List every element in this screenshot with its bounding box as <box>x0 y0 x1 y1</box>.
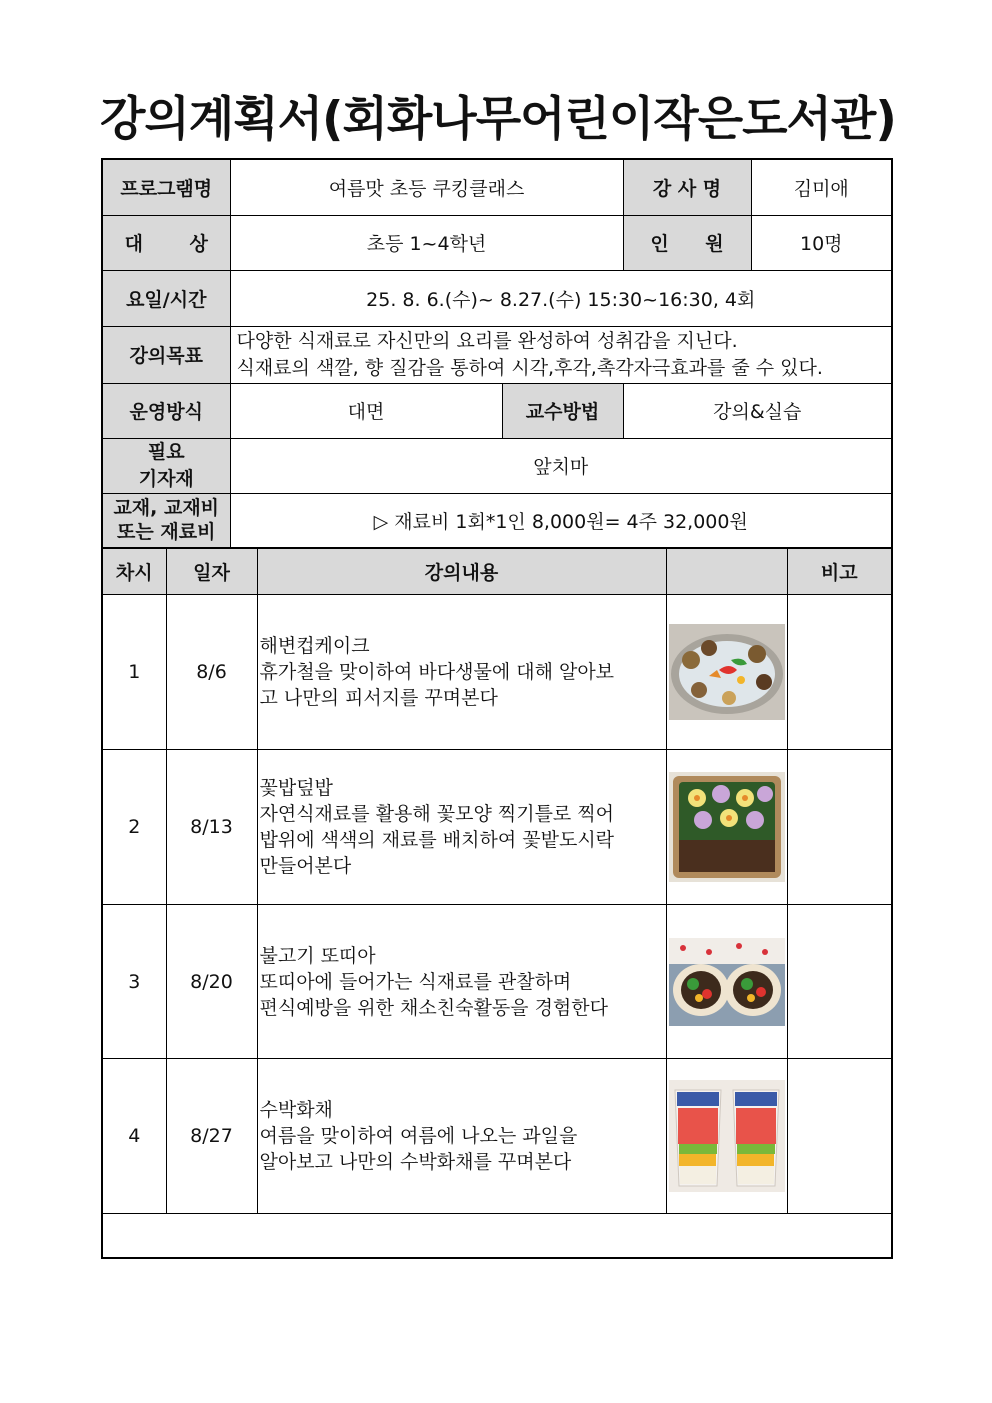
material-label <box>102 493 230 548</box>
header-image <box>666 549 787 595</box>
session-date: 8/27 <box>166 1059 257 1214</box>
program-value: 여름맛 초등 쿠킹클래스 <box>230 159 623 215</box>
session-note <box>787 905 892 1059</box>
session-note <box>787 750 892 905</box>
session-photo-cell <box>666 1059 787 1214</box>
table-row <box>102 595 892 750</box>
watermelon-punch-photo <box>669 1080 785 1192</box>
session-photo-cell <box>666 595 787 750</box>
instructor-value: 김미애 <box>751 159 892 215</box>
session-note <box>787 1059 892 1214</box>
header-content: 강의내용 <box>257 549 666 595</box>
material-value: ▷ 재료비 1회*1인 8,000원= 4주 32,000원 <box>230 493 892 548</box>
program-label: 프로그램명 <box>102 159 230 215</box>
material-label-line: 또는 재료비 <box>117 521 216 544</box>
teaching-value: 강의&실습 <box>623 383 892 438</box>
schedule-value: 25. 8. 6.(수)~ 8.27.(수) 15:30~16:30, 4회 <box>230 270 892 326</box>
content-title: 해변컵케이크 <box>259 635 370 657</box>
equipment-label-line: 기자재 <box>138 467 194 490</box>
content-title: 불고기 또띠아 <box>259 944 376 967</box>
goal-line: 식재료의 색깔, 향 질감을 통하여 시각,후각,촉각자극효과를 줄 수 있다. <box>236 356 823 379</box>
session-photo-cell <box>666 905 787 1059</box>
schedule-table <box>101 548 893 1259</box>
content-line: 휴가철을 맞이하여 바다생물에 대해 알아보 <box>259 661 615 683</box>
goal-line: 다양한 식재료로 자신만의 요리를 완성하여 성취감을 지닌다. <box>236 329 738 352</box>
session-content <box>257 750 666 905</box>
equipment-value: 앞치마 <box>230 438 892 493</box>
method-label: 운영방식 <box>102 383 230 438</box>
goal-label: 강의목표 <box>102 326 230 383</box>
info-table <box>101 158 893 549</box>
equipment-label <box>102 438 230 493</box>
session-number: 2 <box>102 750 166 905</box>
content-title: 꽃밥덮밥 <box>259 777 333 799</box>
content-line: 만들어본다 <box>259 855 352 877</box>
table-row <box>102 750 892 905</box>
capacity-label: 인 원 <box>623 215 751 270</box>
content-line: 여름을 맞이하여 여름에 나오는 과일을 <box>259 1125 578 1147</box>
capacity-value: 10명 <box>751 215 892 270</box>
session-date: 8/6 <box>166 595 257 750</box>
header-date: 일자 <box>166 549 257 595</box>
session-number: 1 <box>102 595 166 750</box>
beach-cupcake-photo <box>669 624 785 720</box>
content-line: 고 나만의 피서지를 꾸며본다 <box>259 687 498 709</box>
content-line: 편식예방을 위한 채소친숙활동을 경험한다 <box>259 996 608 1019</box>
content-line: 자연식재료를 활용해 꽃모양 찍기틀로 찍어 <box>259 803 615 825</box>
instructor-label: 강 사 명 <box>623 159 751 215</box>
session-number: 3 <box>102 905 166 1059</box>
session-content <box>257 595 666 750</box>
content-line: 밥위에 색색의 재료를 배치하여 꽃밭도시락 <box>259 829 615 851</box>
target-value: 초등 1~4학년 <box>230 215 623 270</box>
flower-rice-bowl-photo <box>669 772 785 882</box>
table-row <box>102 1059 892 1214</box>
session-date: 8/20 <box>166 905 257 1059</box>
page-title: 강의계획서(회화나무어린이작은도서관) <box>100 92 896 147</box>
equipment-label-line: 필요 <box>147 440 185 463</box>
schedule-label: 요일/시간 <box>102 270 230 326</box>
method-value: 대면 <box>230 383 502 438</box>
content-line: 알아보고 나만의 수박화채를 꾸며본다 <box>259 1151 572 1173</box>
teaching-label: 교수방법 <box>502 383 623 438</box>
empty-row <box>102 1214 892 1258</box>
session-note <box>787 595 892 750</box>
session-photo-cell <box>666 750 787 905</box>
goal-text <box>230 326 892 383</box>
session-content <box>257 1059 666 1214</box>
bulgogi-tortilla-photo <box>669 938 785 1026</box>
session-number: 4 <box>102 1059 166 1214</box>
session-content <box>257 905 666 1059</box>
content-line: 또띠아에 들어가는 식재료를 관찰하며 <box>259 970 572 993</box>
empty-cell <box>102 1214 892 1258</box>
header-note: 비고 <box>787 549 892 595</box>
material-label-line: 교재, 교재비 <box>113 497 220 520</box>
target-label: 대 상 <box>102 215 230 270</box>
content-title: 수박화채 <box>259 1099 333 1121</box>
session-date: 8/13 <box>166 750 257 905</box>
header-session: 차시 <box>102 549 166 595</box>
table-row <box>102 905 892 1059</box>
